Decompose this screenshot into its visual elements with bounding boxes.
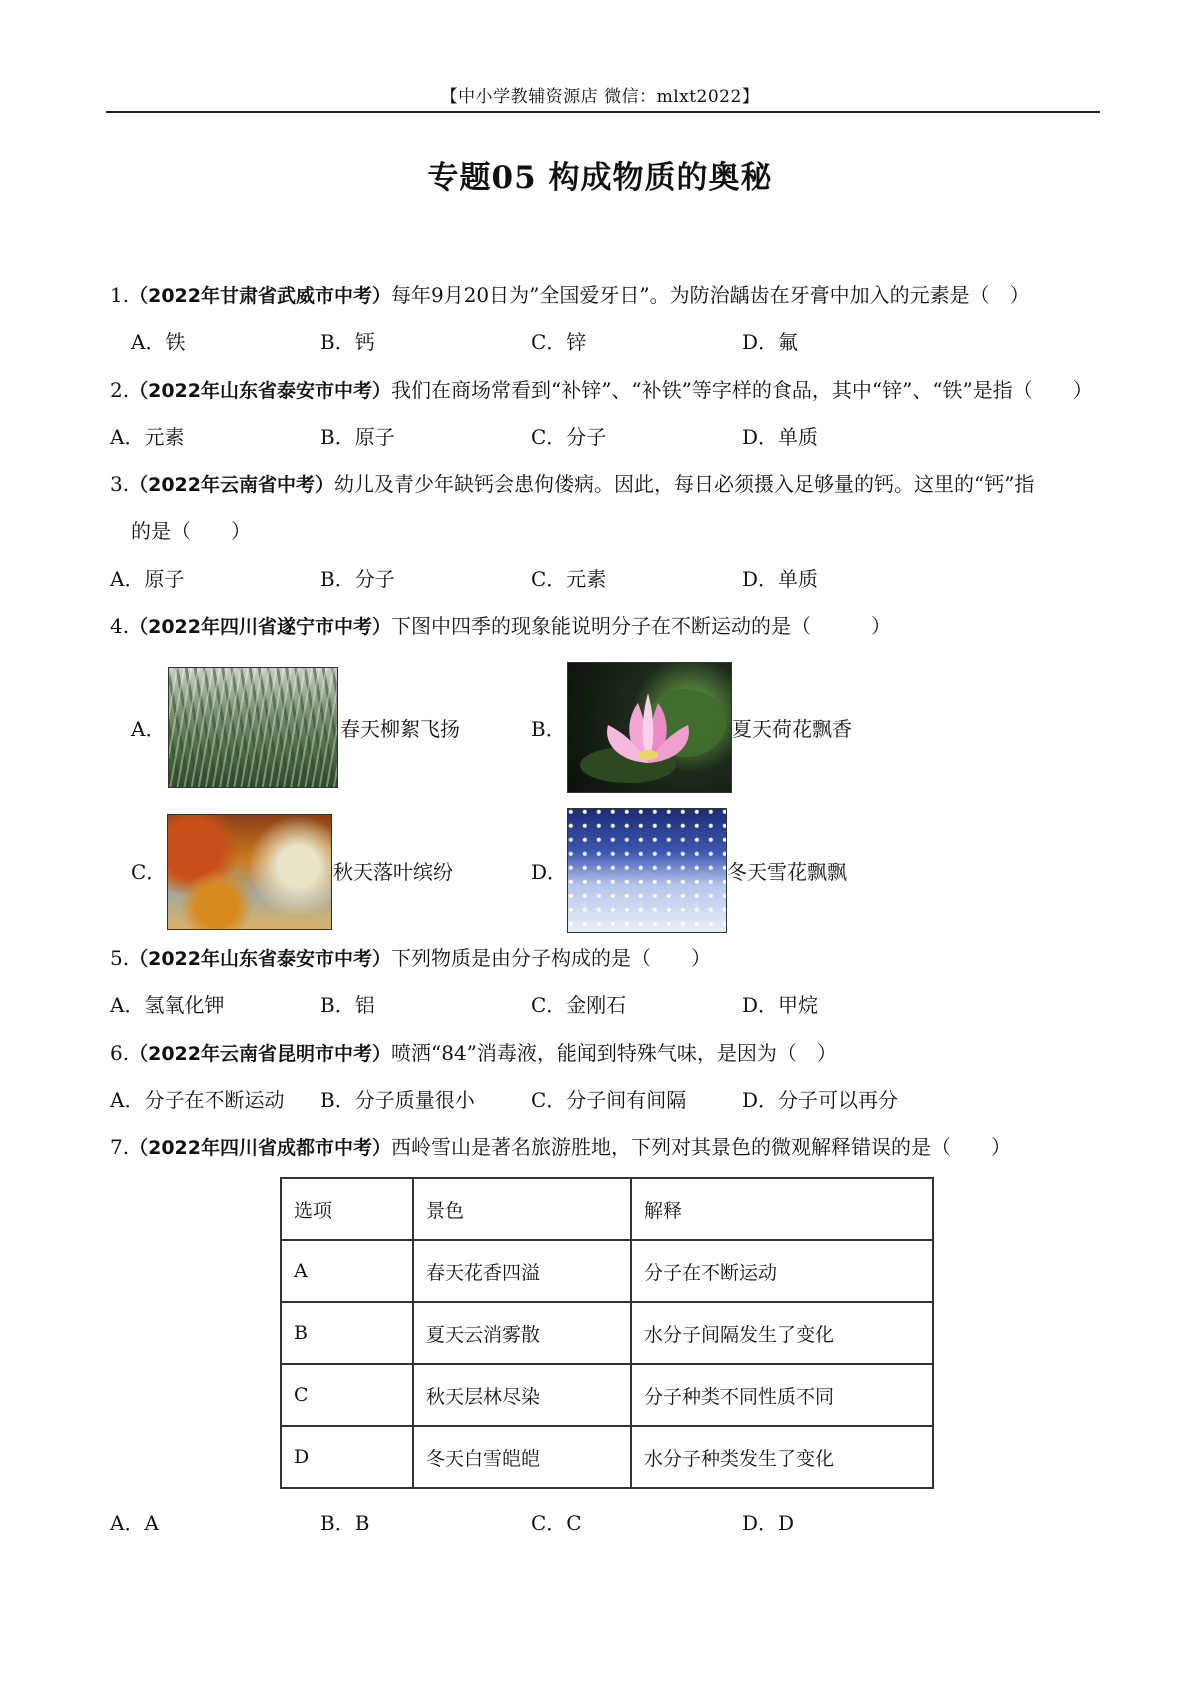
q1-option-d: D．氟 — [742, 330, 799, 354]
question-3 — [110, 470, 1034, 499]
q4-option-b-caption: 夏天荷花飘香 — [732, 717, 852, 741]
question-number: 3. — [110, 472, 130, 496]
q5-option-d: D．甲烷 — [742, 993, 819, 1017]
question-number: 2. — [110, 378, 130, 402]
table-cell: 水分子种类发生了变化 — [631, 1426, 933, 1488]
table-cell: 夏天云消雾散 — [413, 1302, 631, 1364]
question-source: （2022年云南省中考） — [129, 474, 334, 496]
question-6 — [110, 1039, 837, 1068]
snow-scene-photo — [567, 808, 727, 933]
question-2 — [110, 376, 1093, 405]
q6-option-a: A．分子在不断运动 — [110, 1088, 285, 1112]
lotus-illustration — [568, 663, 731, 792]
q4-option-a-letter: A． — [131, 717, 166, 741]
question-source: （2022年云南省昆明市中考） — [129, 1043, 391, 1065]
q5-option-b: B．铝 — [320, 993, 375, 1017]
q2-option-b: B．原子 — [320, 425, 395, 449]
table-header-row — [281, 1178, 933, 1240]
page-header: 【中小学教辅资源店 微信：mlxt2022】 — [440, 87, 760, 107]
scenery-explanation-table — [280, 1177, 934, 1489]
q4-option-c-letter: C． — [131, 860, 167, 884]
table-cell: 分子在不断运动 — [631, 1240, 933, 1302]
question-3-continuation: 的是（ ） — [131, 519, 251, 543]
table-cell: A — [281, 1240, 413, 1302]
question-source: （2022年山东省泰安市中考） — [129, 380, 391, 402]
q6-option-d: D．分子可以再分 — [742, 1088, 899, 1112]
question-source: （2022年四川省遂宁市中考） — [129, 616, 391, 638]
table-cell: B — [281, 1302, 413, 1364]
q5-option-a: A．氢氧化钾 — [110, 993, 225, 1017]
question-number: 7. — [110, 1135, 130, 1159]
q5-option-c: C．金刚石 — [531, 993, 627, 1017]
table-row — [281, 1240, 933, 1302]
question-number: 5. — [110, 946, 130, 970]
table-row — [281, 1426, 933, 1488]
willow-catkins-photo — [168, 667, 338, 788]
q4-option-a-caption: 春天柳絮飞扬 — [340, 717, 460, 741]
q7-option-d: D．D — [742, 1511, 795, 1535]
question-1 — [110, 281, 1030, 310]
question-stem: 幼儿及青少年缺钙会患佝偻病。因此，每日必须摄入足够量的钙。这里的“钙”指 — [333, 472, 1035, 496]
q2-option-d: D．单质 — [742, 425, 819, 449]
q3-option-c: C．元素 — [531, 567, 607, 591]
table-header-cell: 选项 — [281, 1178, 413, 1240]
q4-option-d-caption: 冬天雪花飘飘 — [727, 860, 847, 884]
table-header-cell: 景色 — [413, 1178, 631, 1240]
lotus-flower-photo — [567, 662, 732, 793]
q1-option-b: B．钙 — [320, 330, 375, 354]
q4-option-c-caption: 秋天落叶缤纷 — [333, 860, 453, 884]
q6-option-c: C．分子间有间隔 — [531, 1088, 687, 1112]
q7-option-b: B．B — [320, 1511, 370, 1535]
question-5 — [110, 944, 711, 973]
q4-option-b-letter: B． — [531, 717, 566, 741]
document-title: 专题05 构成物质的奥秘 — [427, 160, 773, 196]
question-number: 6. — [110, 1041, 130, 1065]
q2-option-a: A．元素 — [110, 425, 185, 449]
q3-option-b: B．分子 — [320, 567, 395, 591]
q7-option-a: A．A — [110, 1511, 159, 1535]
question-number: 4. — [110, 614, 130, 638]
q6-option-b: B．分子质量很小 — [320, 1088, 475, 1112]
question-stem: 下图中四季的现象能说明分子在不断运动的是（ ） — [390, 614, 891, 638]
question-source: （2022年山东省泰安市中考） — [129, 948, 391, 970]
table-row — [281, 1302, 933, 1364]
question-stem: 喷洒“84”消毒液，能闻到特殊气味，是因为（ ） — [390, 1041, 837, 1065]
question-stem: 下列物质是由分子构成的是（ ） — [390, 946, 711, 970]
autumn-leaves-photo — [167, 814, 332, 930]
table-cell: 分子种类不同性质不同 — [631, 1364, 933, 1426]
q3-option-d: D．单质 — [742, 567, 819, 591]
question-stem: 每年9月20日为”全国爱牙日”。为防治龋齿在牙膏中加入的元素是（ ） — [390, 283, 1030, 307]
header-rule — [106, 111, 1100, 113]
q4-option-d-letter: D． — [531, 860, 568, 884]
table-header-cell: 解释 — [631, 1178, 933, 1240]
table-row — [281, 1364, 933, 1426]
question-number: 1. — [110, 283, 130, 307]
q1-option-a: A．铁 — [131, 330, 186, 354]
q2-option-c: C．分子 — [531, 425, 607, 449]
question-source: （2022年甘肃省武威市中考） — [129, 285, 391, 307]
table-cell: D — [281, 1426, 413, 1488]
q7-option-c: C．C — [531, 1511, 582, 1535]
q3-option-a: A．原子 — [110, 567, 185, 591]
q1-option-c: C．锌 — [531, 330, 587, 354]
question-source: （2022年四川省成都市中考） — [129, 1137, 391, 1159]
question-stem: 西岭雪山是著名旅游胜地，下列对其景色的微观解释错误的是（ ） — [390, 1135, 1011, 1159]
table-cell: C — [281, 1364, 413, 1426]
table-cell: 水分子间隔发生了变化 — [631, 1302, 933, 1364]
question-stem: 我们在商场常看到“补锌”、“补铁”等字样的食品，其中“锌”、“铁”是指（ ） — [390, 378, 1093, 402]
table-cell: 冬天白雪皑皑 — [413, 1426, 631, 1488]
table-cell: 秋天层林尽染 — [413, 1364, 631, 1426]
table-cell: 春天花香四溢 — [413, 1240, 631, 1302]
question-4 — [110, 612, 891, 641]
question-7 — [110, 1133, 1011, 1162]
